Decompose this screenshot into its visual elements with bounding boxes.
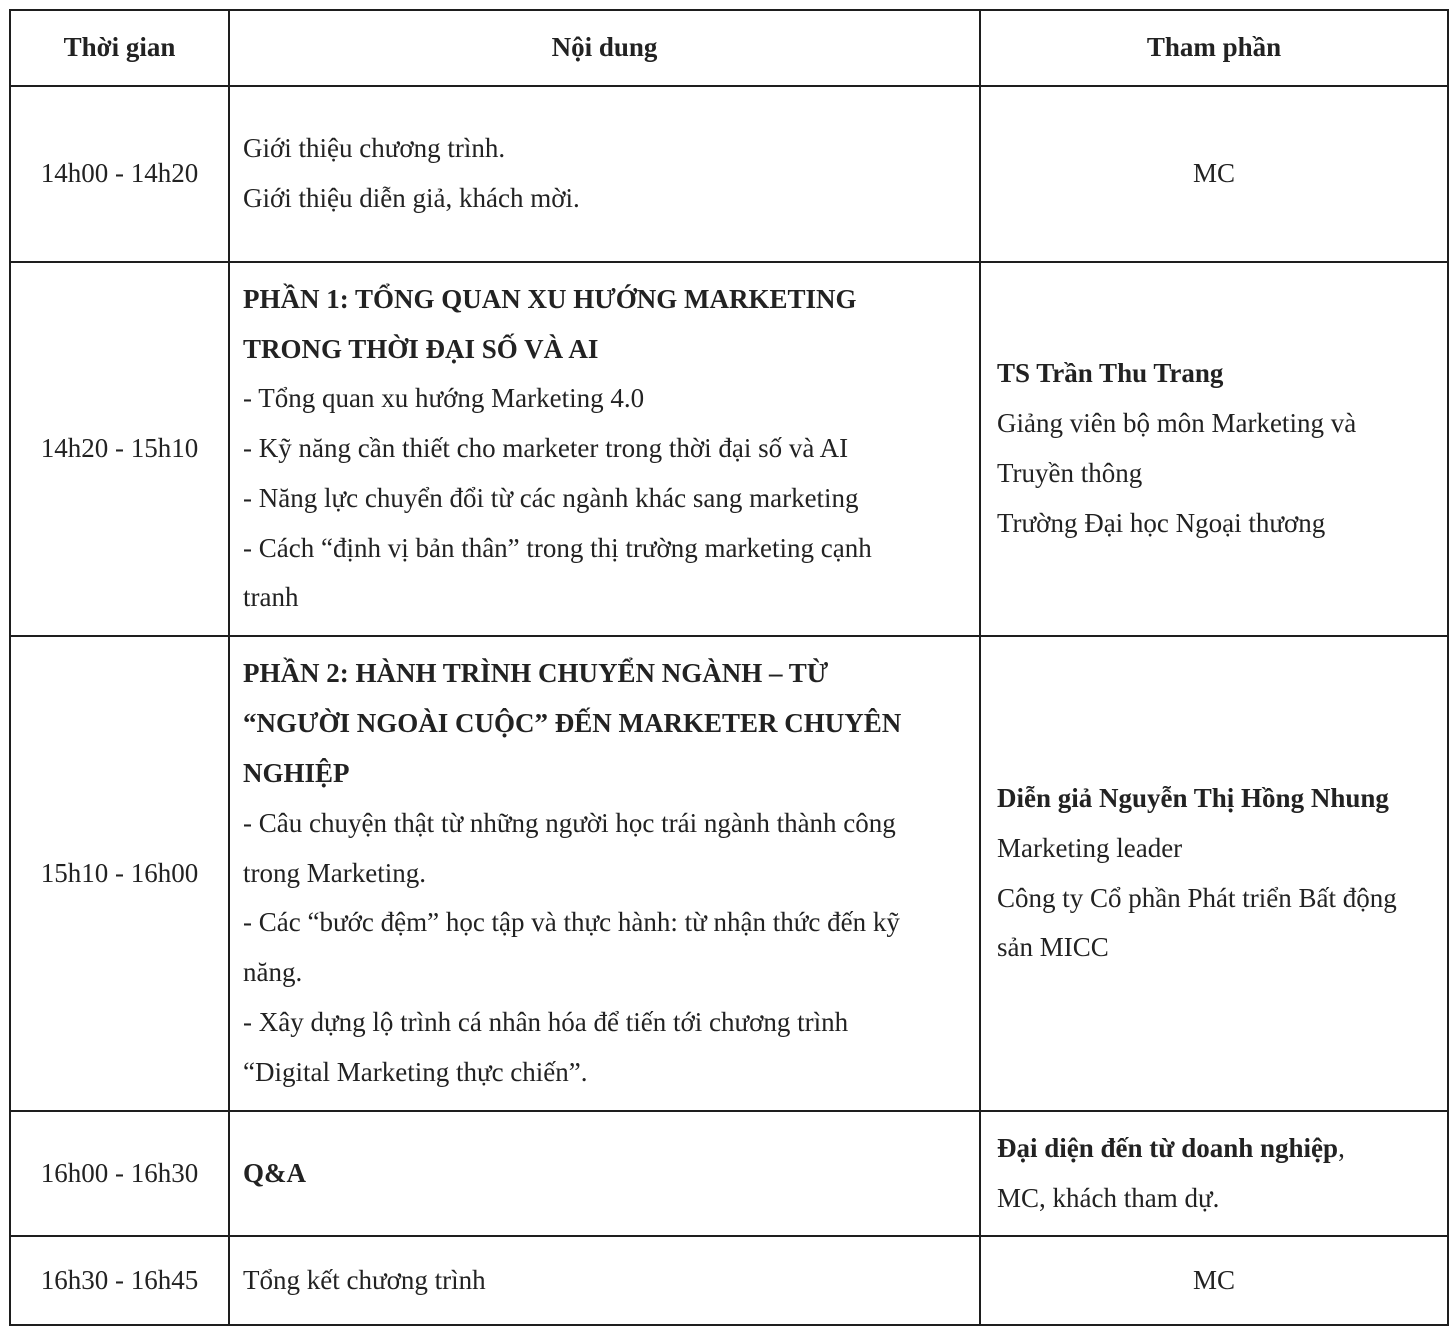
speaker-name: Diễn giả Nguyễn Thị Hồng Nhung [997, 782, 1389, 813]
section-title: “NGƯỜI NGOÀI CUỘC” ĐẾN MARKETER CHUYÊN [243, 708, 902, 739]
section-title: TRONG THỜI ĐẠI SỐ VÀ AI [243, 333, 599, 364]
time-cell: 14h20 - 15h10 [10, 262, 229, 636]
table-row [10, 636, 1448, 1111]
table-row [10, 86, 1448, 262]
speaker-name: TS Trần Thu Trang [997, 358, 1224, 389]
content-cell [229, 86, 980, 262]
participants-cell [980, 1111, 1448, 1236]
content-line: - Câu chuyện thật từ những người học trái ngành thành công [243, 807, 896, 838]
speaker-detail: sản MICC [997, 932, 1109, 963]
speaker-detail: Công ty Cổ phần Phát triển Bất động [997, 882, 1397, 913]
time-cell: 15h10 - 16h00 [10, 636, 229, 1111]
content-line: - Năng lực chuyển đổi từ các ngành khác sang marketing [243, 482, 859, 513]
header-participants: Tham phần [980, 10, 1448, 86]
speaker-detail: Truyền thông [997, 458, 1143, 488]
header-content: Nội dung [229, 10, 980, 86]
participants-cell [980, 262, 1448, 636]
content-line: - Xây dựng lộ trình cá nhân hóa để tiến tới chương trình [243, 1006, 849, 1037]
participants-cell [980, 636, 1448, 1111]
content-line: - Kỹ năng cần thiết cho marketer trong thời đại số và AI [243, 433, 849, 464]
section-title: PHẦN 2: HÀNH TRÌNH CHUYỂN NGÀNH – TỪ [243, 658, 829, 689]
table-row [10, 1111, 1448, 1236]
content-cell: Tổng kết chương trình [229, 1236, 980, 1325]
agenda-table [9, 9, 1449, 1326]
participants-cell: MC [980, 86, 1448, 262]
content-cell: Q&A [229, 1111, 980, 1236]
section-title: NGHIỆP [243, 758, 350, 788]
participants-cell: MC [980, 1236, 1448, 1325]
content-line: trong Marketing. [243, 857, 426, 888]
header-row [10, 10, 1448, 86]
participant-org: Đại diện đến từ doanh nghiệp [997, 1132, 1339, 1163]
section-title: PHẦN 1: TỔNG QUAN XU HƯỚNG MARKETING [243, 283, 857, 314]
speaker-detail: Trường Đại học Ngoại thương [997, 507, 1326, 538]
content-cell [229, 262, 980, 636]
participant-separator: , [1338, 1132, 1345, 1163]
table-row [10, 262, 1448, 636]
content-line: tranh [243, 582, 299, 613]
time-cell: 16h30 - 16h45 [10, 1236, 229, 1325]
participant-line [997, 1124, 1437, 1174]
time-cell: 16h00 - 16h30 [10, 1111, 229, 1236]
content-line: năng. [243, 957, 303, 988]
content-line: - Tổng quan xu hướng Marketing 4.0 [243, 383, 645, 414]
content-line: Giới thiệu diễn giả, khách mời. [243, 183, 580, 213]
content-line: Giới thiệu chương trình. [243, 133, 506, 164]
speaker-detail: Giảng viên bộ môn Marketing và [997, 408, 1357, 439]
content-line: - Các “bước đệm” học tập và thực hành: từ nhận thức đến kỹ [243, 907, 900, 938]
content-line: “Digital Marketing thực chiến”. [243, 1056, 588, 1087]
table-row [10, 1236, 1448, 1325]
content-line: - Cách “định vị bản thân” trong thị trường marketing cạnh [243, 532, 872, 563]
participant-line: MC, khách tham dự. [997, 1182, 1220, 1213]
time-cell: 14h00 - 14h20 [10, 86, 229, 262]
speaker-detail: Marketing leader [997, 832, 1183, 863]
content-cell [229, 636, 980, 1111]
header-time: Thời gian [10, 10, 229, 86]
